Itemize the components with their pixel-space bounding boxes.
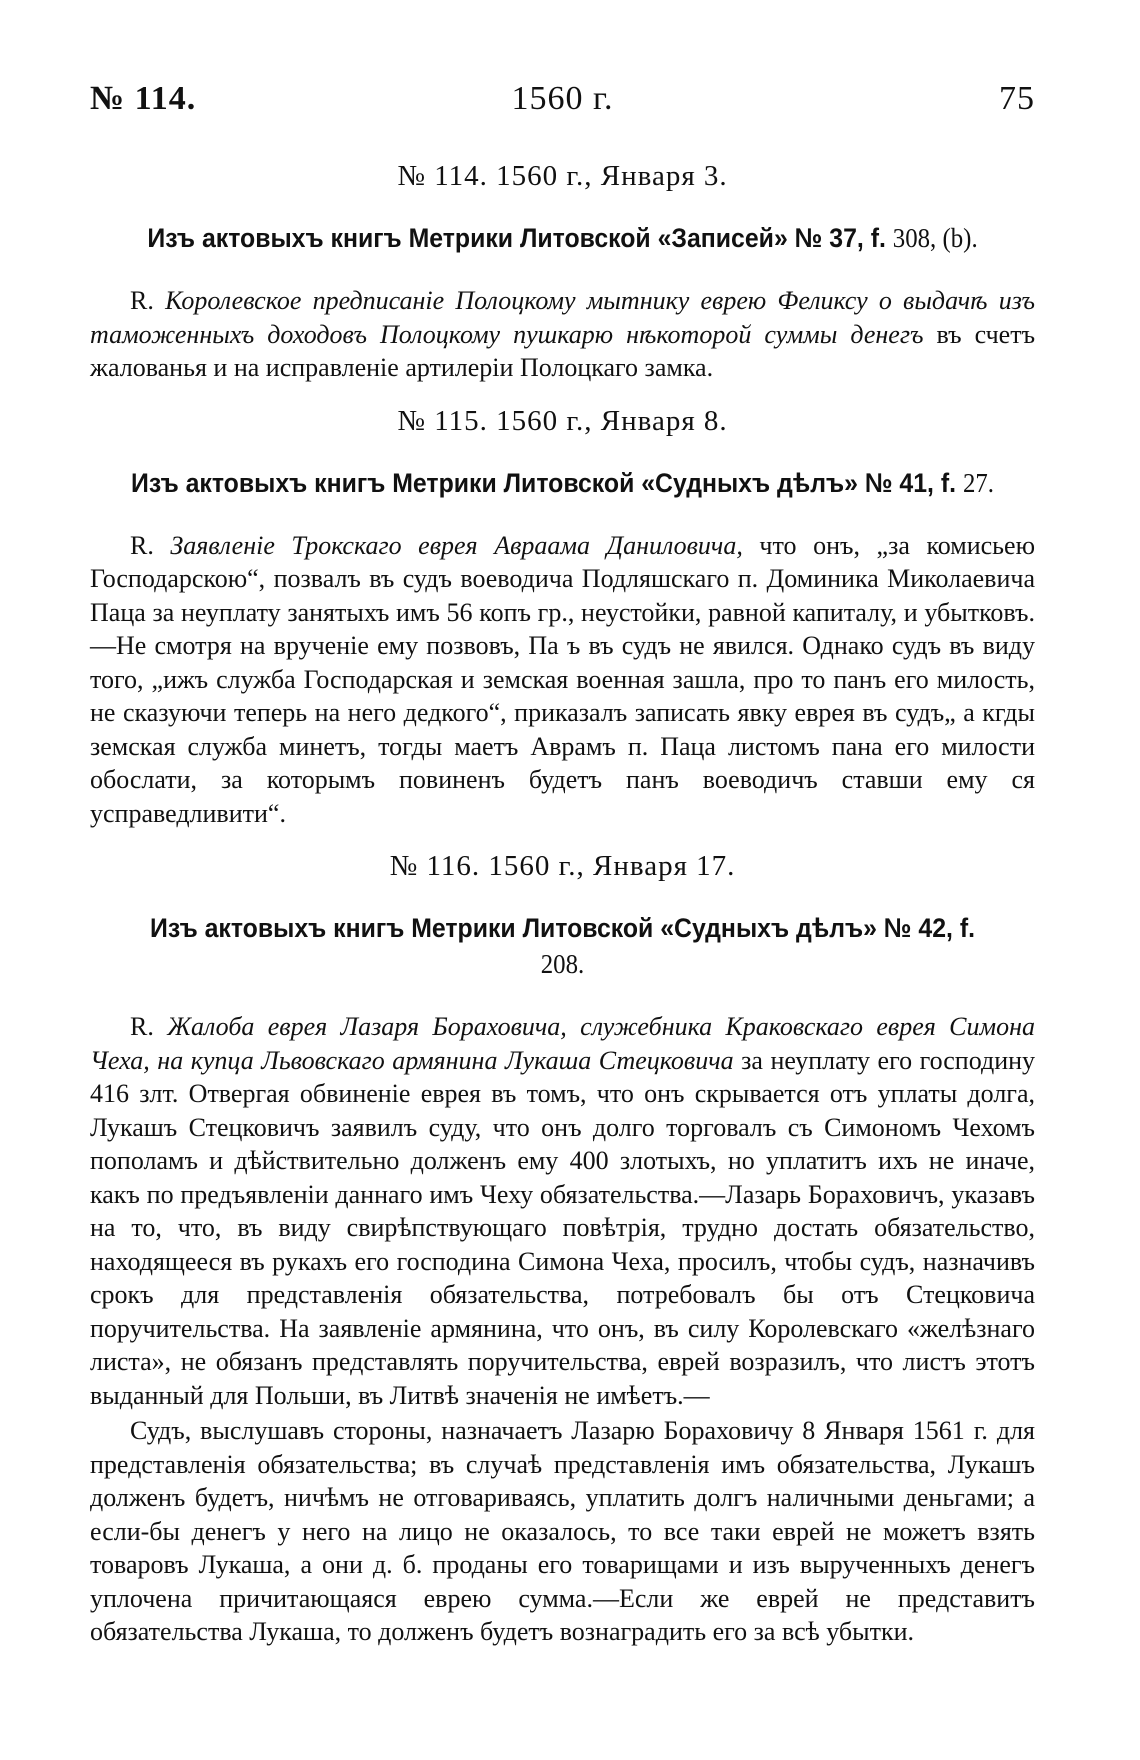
source-folio: 27. — [962, 467, 994, 498]
entry-source — [128, 465, 997, 501]
source-text: Изъ актовыхъ книгъ Метрики Литовской «Судныхъ дѣлъ» № 42, f. — [149, 913, 976, 943]
source-folio: 208. — [540, 949, 585, 979]
abstract-title: Заявленіе Трокскаго еврея Авраама Даниловича, — [170, 530, 743, 560]
source-text: Изъ актовыхъ книгъ Метрики Литовской «Судныхъ дѣлъ» № 41, f. — [131, 467, 957, 498]
abstract-lead: R. — [130, 286, 154, 315]
entry-115 — [90, 403, 1035, 831]
abstract-text: въ счетъ жалованья и на исправленіе артилеріи Полоцкаго замка. — [90, 319, 1036, 382]
entry-verdict: Судъ, выслушавъ стороны, назначаетъ Лазарю Бораховичу 8 Января 1561 г. для представленія обязательства; въ случаѣ представленія имъ обязательства, Лукашъ долженъ будетъ, ничѣмъ не отговариваясь, уплатить долгъ наличными деньгами; а если-бы денегъ у него на лицо не оказалось, то все таки еврей не можетъ взять товаровъ Лукаша, а они д. б. проданы его товарищами и изъ вырученныхъ денегъ уплочена причитающаяся еврею сумма.—Если же еврей не представитъ обязательства Лукаша, то долженъ будетъ вознаградить его за всѣ убытки. — [90, 1416, 1035, 1646]
abstract-title: Жалоба еврея Лазаря Бораховича, служебника Краковскаго еврея Симона Чеха, на купца Львовскаго армянина Лукаша Стецковича — [90, 1012, 1036, 1075]
entry-abstract — [90, 1010, 1035, 1412]
abstract-lead: R. — [130, 530, 154, 560]
entry-114 — [90, 158, 1035, 385]
entry-source — [128, 220, 997, 256]
entry-heading: № 114. 1560 г., Января 3. — [397, 160, 728, 192]
entry-heading: № 115. 1560 г., Января 8. — [397, 404, 728, 437]
page-number: 75 — [999, 80, 1035, 117]
abstract-text: за неуплату его господину 416 злт. Отвергая обвиненіе еврея въ томъ, что онъ скрывается отъ уплаты долга, Лукашъ Стецковичъ заявилъ суду, что онъ долго торговалъ съ Симономъ Чехомъ пополамъ и дѣйствительно долженъ ему 400 злотыхъ, но уплатитъ ихъ не иначе, какъ по предъявленіи даннаго имъ Чеху обязательства.—Лазарь Бораховичъ, указавъ на то, что, въ виду свирѣпствующаго повѣтрія, трудно достать обязательство, находящееся въ рукахъ его господина Симона Чеха, просилъ, чтобы судъ, назначивъ срокъ для представленія обязательства, потребовалъ бы отъ Стецковича поручительства. На заявленіе армянина, что онъ, въ силу Королевскаго «желѣзнаго листа», не обязанъ представлять поручительства, еврей возразилъ, что листъ этотъ выданный для Польши, въ Литвѣ значенія не имѣетъ.— — [90, 1045, 1036, 1410]
entry-abstract — [90, 284, 1035, 385]
source-text: Изъ актовыхъ книгъ Метрики Литовской «Записей» № 37, f. — [147, 223, 886, 253]
entry-heading: № 116. 1560 г., Января 17. — [389, 850, 736, 882]
source-folio: 308, (b). — [892, 223, 978, 253]
running-head — [90, 80, 1035, 124]
entry-116 — [90, 848, 1035, 1649]
abstract-title: Королевское предписаніе Полоцкому мытнику еврею Феликсу о выдачѣ изъ таможенныхъ доходовъ Полоцкому пушкарю нѣкоторой суммы денегъ — [90, 286, 1035, 349]
running-head-year: 1560 г. — [511, 80, 614, 117]
entry-abstract — [90, 529, 1035, 831]
abstract-text: что онъ, „за комисьею Господарскою“, позвалъ въ судъ воеводича Подляшскаго п. Доминика Миколаевича Паца за неуплату занятыхъ имъ 56 копъ гр., неустойки, равной капиталу, и убытковъ.—Не смотря на врученіе ему позвовъ, Па ъ въ судъ не явился. Однако судъ въ виду того, „ижъ служба Господарская и земская военная зашла, про то панъ его милость, не сказуючи теперь на него дедкого“, приказалъ записать явку еврея въ судъ„ а кгды земская служба минетъ, тогды маетъ Аврамъ п. Паца листомъ пана его милости обослати, за которымъ повиненъ будетъ панъ воеводичъ ставши ему ся усправедливити“. — [90, 530, 1035, 828]
document-body — [90, 158, 1035, 1649]
abstract-lead: R. — [130, 1012, 154, 1041]
running-head-number: № 114. — [90, 80, 197, 117]
entry-source — [128, 910, 997, 982]
